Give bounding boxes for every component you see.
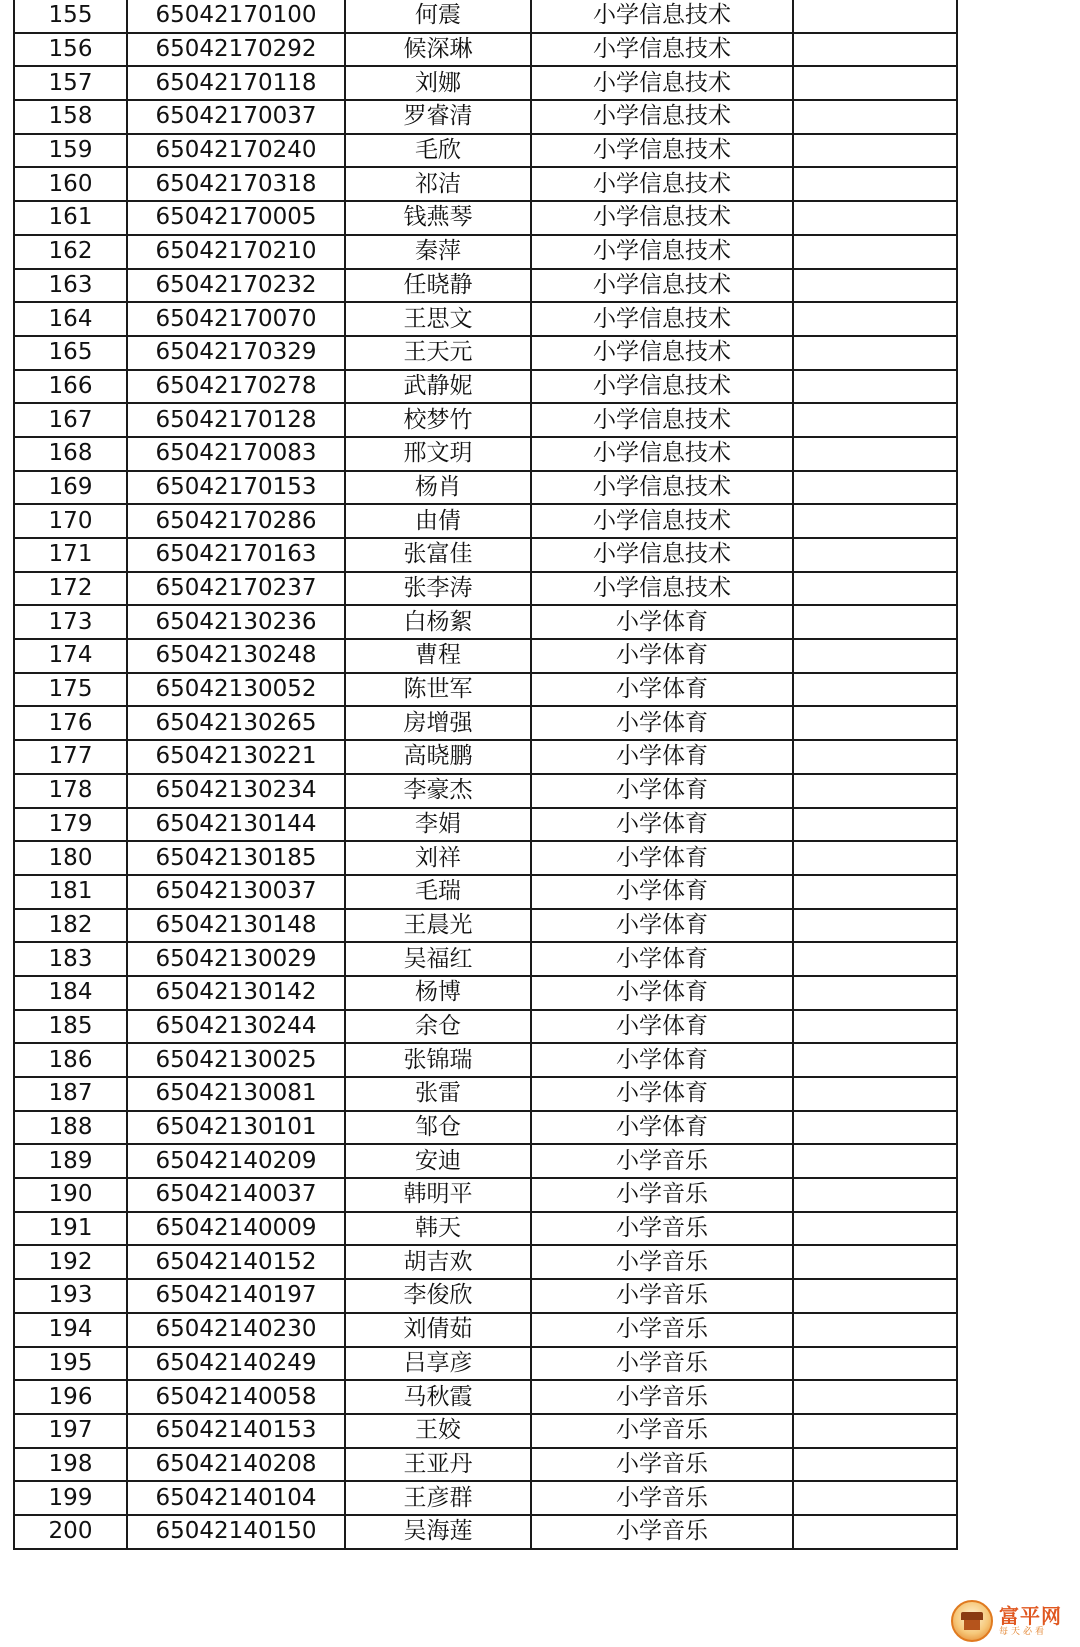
exam-id-cell: 65042140104 [127,1481,345,1515]
candidate-name-cell: 何震 [345,0,531,33]
candidate-name-cell: 李豪杰 [345,774,531,808]
row-number-cell: 184 [14,976,127,1010]
remark-cell [793,538,957,572]
remark-cell [793,471,957,505]
remark-cell [793,1515,957,1549]
candidate-name-cell: 秦萍 [345,235,531,269]
row-number-cell: 160 [14,167,127,201]
subject-cell: 小学体育 [531,909,793,943]
table-row [14,673,957,707]
row-number-cell: 186 [14,1043,127,1077]
table-row [14,639,957,673]
remark-cell [793,1043,957,1077]
candidate-name-cell: 张锦瑞 [345,1043,531,1077]
table-row [14,302,957,336]
table-row [14,1077,957,1111]
remark-cell [793,1380,957,1414]
subject-cell: 小学音乐 [531,1245,793,1279]
candidate-name-cell: 曹程 [345,639,531,673]
subject-cell: 小学体育 [531,673,793,707]
row-number-cell: 183 [14,942,127,976]
remark-cell [793,0,957,33]
roster-table [13,0,958,1550]
subject-cell: 小学信息技术 [531,66,793,100]
row-number-cell: 165 [14,336,127,370]
row-number-cell: 173 [14,605,127,639]
candidate-name-cell: 陈世军 [345,673,531,707]
table-row [14,1313,957,1347]
row-number-cell: 172 [14,572,127,606]
row-number-cell: 197 [14,1414,127,1448]
row-number-cell: 158 [14,100,127,134]
row-number-cell: 163 [14,269,127,303]
row-number-cell: 166 [14,370,127,404]
candidate-name-cell: 李娟 [345,808,531,842]
row-number-cell: 196 [14,1380,127,1414]
remark-cell [793,1313,957,1347]
subject-cell: 小学体育 [531,976,793,1010]
table-row [14,942,957,976]
exam-id-cell: 65042170329 [127,336,345,370]
table-row [14,1144,957,1178]
remark-cell [793,302,957,336]
subject-cell: 小学体育 [531,1077,793,1111]
table-row [14,1212,957,1246]
exam-id-cell: 65042130148 [127,909,345,943]
table-row [14,403,957,437]
subject-cell: 小学音乐 [531,1212,793,1246]
subject-cell: 小学体育 [531,774,793,808]
row-number-cell: 198 [14,1448,127,1482]
subject-cell: 小学音乐 [531,1414,793,1448]
exam-id-cell: 65042170163 [127,538,345,572]
remark-cell [793,774,957,808]
row-number-cell: 170 [14,504,127,538]
remark-cell [793,808,957,842]
subject-cell: 小学信息技术 [531,572,793,606]
row-number-cell: 162 [14,235,127,269]
subject-cell: 小学体育 [531,639,793,673]
exam-id-cell: 65042130234 [127,774,345,808]
candidate-name-cell: 由倩 [345,504,531,538]
candidate-name-cell: 刘倩茹 [345,1313,531,1347]
watermark-text [999,1603,1062,1637]
remark-cell [793,572,957,606]
remark-cell [793,100,957,134]
table-row [14,808,957,842]
subject-cell: 小学信息技术 [531,336,793,370]
candidate-name-cell: 祁洁 [345,167,531,201]
row-number-cell: 181 [14,875,127,909]
table-row [14,1481,957,1515]
candidate-name-cell: 校梦竹 [345,403,531,437]
remark-cell [793,437,957,471]
candidate-name-cell: 杨肖 [345,471,531,505]
exam-id-cell: 65042140009 [127,1212,345,1246]
candidate-name-cell: 刘娜 [345,66,531,100]
table-row [14,437,957,471]
exam-id-cell: 65042170037 [127,100,345,134]
table-row [14,774,957,808]
row-number-cell: 179 [14,808,127,842]
subject-cell: 小学体育 [531,875,793,909]
remark-cell [793,673,957,707]
exam-id-cell: 65042130236 [127,605,345,639]
subject-cell: 小学信息技术 [531,269,793,303]
remark-cell [793,942,957,976]
candidate-name-cell: 吴福红 [345,942,531,976]
candidate-name-cell: 毛欣 [345,134,531,168]
candidate-name-cell: 武静妮 [345,370,531,404]
candidate-name-cell: 张富佳 [345,538,531,572]
remark-cell [793,875,957,909]
candidate-name-cell: 安迪 [345,1144,531,1178]
subject-cell: 小学体育 [531,740,793,774]
remark-cell [793,1414,957,1448]
row-number-cell: 192 [14,1245,127,1279]
remark-cell [793,909,957,943]
site-watermark [951,1601,1062,1641]
candidate-name-cell: 刘祥 [345,841,531,875]
row-number-cell: 167 [14,403,127,437]
subject-cell: 小学信息技术 [531,33,793,67]
subject-cell: 小学体育 [531,1111,793,1145]
table-row [14,1380,957,1414]
exam-id-cell: 65042130052 [127,673,345,707]
remark-cell [793,605,957,639]
subject-cell: 小学信息技术 [531,201,793,235]
subject-cell: 小学信息技术 [531,167,793,201]
candidate-name-cell: 吴海莲 [345,1515,531,1549]
remark-cell [793,201,957,235]
candidate-name-cell: 毛瑞 [345,875,531,909]
subject-cell: 小学体育 [531,1043,793,1077]
row-number-cell: 185 [14,1010,127,1044]
subject-cell: 小学信息技术 [531,134,793,168]
subject-cell: 小学信息技术 [531,504,793,538]
remark-cell [793,1448,957,1482]
remark-cell [793,403,957,437]
remark-cell [793,1212,957,1246]
remark-cell [793,66,957,100]
exam-id-cell: 65042170278 [127,370,345,404]
exam-id-cell: 65042130244 [127,1010,345,1044]
remark-cell [793,1144,957,1178]
exam-id-cell: 65042170240 [127,134,345,168]
candidate-name-cell: 候深琳 [345,33,531,67]
table-row [14,1178,957,1212]
subject-cell: 小学信息技术 [531,437,793,471]
table-row [14,100,957,134]
table-row [14,66,957,100]
exam-id-cell: 65042140208 [127,1448,345,1482]
table-row [14,740,957,774]
subject-cell: 小学信息技术 [531,302,793,336]
subject-cell: 小学体育 [531,1010,793,1044]
row-number-cell: 190 [14,1178,127,1212]
subject-cell: 小学体育 [531,706,793,740]
candidate-name-cell: 任晓静 [345,269,531,303]
exam-id-cell: 65042140150 [127,1515,345,1549]
subject-cell: 小学音乐 [531,1178,793,1212]
remark-cell [793,269,957,303]
table-row [14,1043,957,1077]
remark-cell [793,1178,957,1212]
row-number-cell: 171 [14,538,127,572]
remark-cell [793,706,957,740]
remark-cell [793,370,957,404]
table-row [14,841,957,875]
remark-cell [793,976,957,1010]
candidate-name-cell: 王晨光 [345,909,531,943]
candidate-name-cell: 王彦群 [345,1481,531,1515]
table-row [14,1414,957,1448]
table-row [14,572,957,606]
remark-cell [793,504,957,538]
exam-id-cell: 65042170070 [127,302,345,336]
candidate-name-cell: 韩明平 [345,1178,531,1212]
exam-id-cell: 65042130221 [127,740,345,774]
candidate-name-cell: 罗睿清 [345,100,531,134]
table-row [14,370,957,404]
subject-cell: 小学信息技术 [531,538,793,572]
subject-cell: 小学音乐 [531,1481,793,1515]
row-number-cell: 175 [14,673,127,707]
row-number-cell: 199 [14,1481,127,1515]
remark-cell [793,841,957,875]
candidate-name-cell: 王思文 [345,302,531,336]
row-number-cell: 195 [14,1347,127,1381]
table-row [14,269,957,303]
watermark-name: 富平网 [999,1603,1062,1628]
candidate-name-cell: 张李涛 [345,572,531,606]
subject-cell: 小学音乐 [531,1279,793,1313]
row-number-cell: 180 [14,841,127,875]
subject-cell: 小学音乐 [531,1144,793,1178]
subject-cell: 小学体育 [531,841,793,875]
remark-cell [793,1077,957,1111]
row-number-cell: 155 [14,0,127,33]
exam-id-cell: 65042170292 [127,33,345,67]
table-row [14,471,957,505]
exam-id-cell: 65042170083 [127,437,345,471]
table-row [14,538,957,572]
remark-cell [793,336,957,370]
exam-id-cell: 65042130029 [127,942,345,976]
subject-cell: 小学音乐 [531,1313,793,1347]
exam-id-cell: 65042130248 [127,639,345,673]
row-number-cell: 156 [14,33,127,67]
row-number-cell: 191 [14,1212,127,1246]
exam-id-cell: 65042140152 [127,1245,345,1279]
subject-cell: 小学信息技术 [531,100,793,134]
table-row [14,706,957,740]
subject-cell: 小学体育 [531,605,793,639]
table-row [14,201,957,235]
exam-id-cell: 65042130025 [127,1043,345,1077]
row-number-cell: 193 [14,1279,127,1313]
table-row [14,1111,957,1145]
row-number-cell: 161 [14,201,127,235]
table-row [14,504,957,538]
subject-cell: 小学体育 [531,942,793,976]
exam-id-cell: 65042140197 [127,1279,345,1313]
table-row [14,976,957,1010]
candidate-name-cell: 韩天 [345,1212,531,1246]
exam-id-cell: 65042140230 [127,1313,345,1347]
remark-cell [793,167,957,201]
remark-cell [793,235,957,269]
row-number-cell: 174 [14,639,127,673]
building-logo-icon [951,1600,993,1642]
row-number-cell: 168 [14,437,127,471]
subject-cell: 小学音乐 [531,1515,793,1549]
exam-id-cell: 65042140209 [127,1144,345,1178]
row-number-cell: 159 [14,134,127,168]
candidate-name-cell: 吕享彦 [345,1347,531,1381]
exam-id-cell: 65042140058 [127,1380,345,1414]
exam-id-cell: 65042170237 [127,572,345,606]
table-row [14,134,957,168]
remark-cell [793,1010,957,1044]
remark-cell [793,1111,957,1145]
exam-id-cell: 65042130037 [127,875,345,909]
exam-id-cell: 65042170286 [127,504,345,538]
remark-cell [793,740,957,774]
candidate-name-cell: 邢文玥 [345,437,531,471]
row-number-cell: 178 [14,774,127,808]
subject-cell: 小学信息技术 [531,235,793,269]
row-number-cell: 157 [14,66,127,100]
exam-id-cell: 65042130185 [127,841,345,875]
exam-id-cell: 65042170318 [127,167,345,201]
candidate-name-cell: 王姣 [345,1414,531,1448]
candidate-name-cell: 邹仓 [345,1111,531,1145]
candidate-name-cell: 张雷 [345,1077,531,1111]
row-number-cell: 182 [14,909,127,943]
table-row [14,0,957,33]
exam-id-cell: 65042140037 [127,1178,345,1212]
candidate-name-cell: 王天元 [345,336,531,370]
table-row [14,1245,957,1279]
subject-cell: 小学信息技术 [531,403,793,437]
exam-id-cell: 65042130101 [127,1111,345,1145]
remark-cell [793,639,957,673]
remark-cell [793,1347,957,1381]
exam-id-cell: 65042130144 [127,808,345,842]
roster-body [14,0,957,1549]
table-row [14,1010,957,1044]
table-row [14,336,957,370]
table-row [14,167,957,201]
candidate-name-cell: 余仓 [345,1010,531,1044]
exam-id-cell: 65042170232 [127,269,345,303]
watermark-slogan: 每天必看 [999,1626,1048,1637]
exam-id-cell: 65042130081 [127,1077,345,1111]
table-row [14,1515,957,1549]
subject-cell: 小学音乐 [531,1448,793,1482]
table-row [14,875,957,909]
exam-id-cell: 65042140153 [127,1414,345,1448]
remark-cell [793,1245,957,1279]
row-number-cell: 200 [14,1515,127,1549]
row-number-cell: 188 [14,1111,127,1145]
exam-id-cell: 65042170210 [127,235,345,269]
exam-id-cell: 65042140249 [127,1347,345,1381]
exam-id-cell: 65042170100 [127,0,345,33]
candidate-name-cell: 杨博 [345,976,531,1010]
subject-cell: 小学音乐 [531,1380,793,1414]
subject-cell: 小学信息技术 [531,471,793,505]
row-number-cell: 164 [14,302,127,336]
remark-cell [793,1481,957,1515]
exam-id-cell: 65042130265 [127,706,345,740]
candidate-name-cell: 高晓鹏 [345,740,531,774]
candidate-name-cell: 钱燕琴 [345,201,531,235]
row-number-cell: 177 [14,740,127,774]
table-row [14,1347,957,1381]
row-number-cell: 176 [14,706,127,740]
table-row [14,605,957,639]
remark-cell [793,1279,957,1313]
candidate-name-cell: 白杨絮 [345,605,531,639]
row-number-cell: 169 [14,471,127,505]
subject-cell: 小学音乐 [531,1347,793,1381]
exam-id-cell: 65042170128 [127,403,345,437]
remark-cell [793,33,957,67]
exam-id-cell: 65042170005 [127,201,345,235]
exam-id-cell: 65042170118 [127,66,345,100]
row-number-cell: 189 [14,1144,127,1178]
remark-cell [793,134,957,168]
candidate-name-cell: 王亚丹 [345,1448,531,1482]
row-number-cell: 187 [14,1077,127,1111]
candidate-name-cell: 马秋霞 [345,1380,531,1414]
candidate-name-cell: 李俊欣 [345,1279,531,1313]
subject-cell: 小学信息技术 [531,370,793,404]
exam-id-cell: 65042130142 [127,976,345,1010]
subject-cell: 小学信息技术 [531,0,793,33]
candidate-name-cell: 房增强 [345,706,531,740]
table-row [14,1448,957,1482]
table-row [14,1279,957,1313]
table-row [14,235,957,269]
table-row [14,909,957,943]
row-number-cell: 194 [14,1313,127,1347]
exam-id-cell: 65042170153 [127,471,345,505]
subject-cell: 小学体育 [531,808,793,842]
candidate-name-cell: 胡吉欢 [345,1245,531,1279]
table-row [14,33,957,67]
